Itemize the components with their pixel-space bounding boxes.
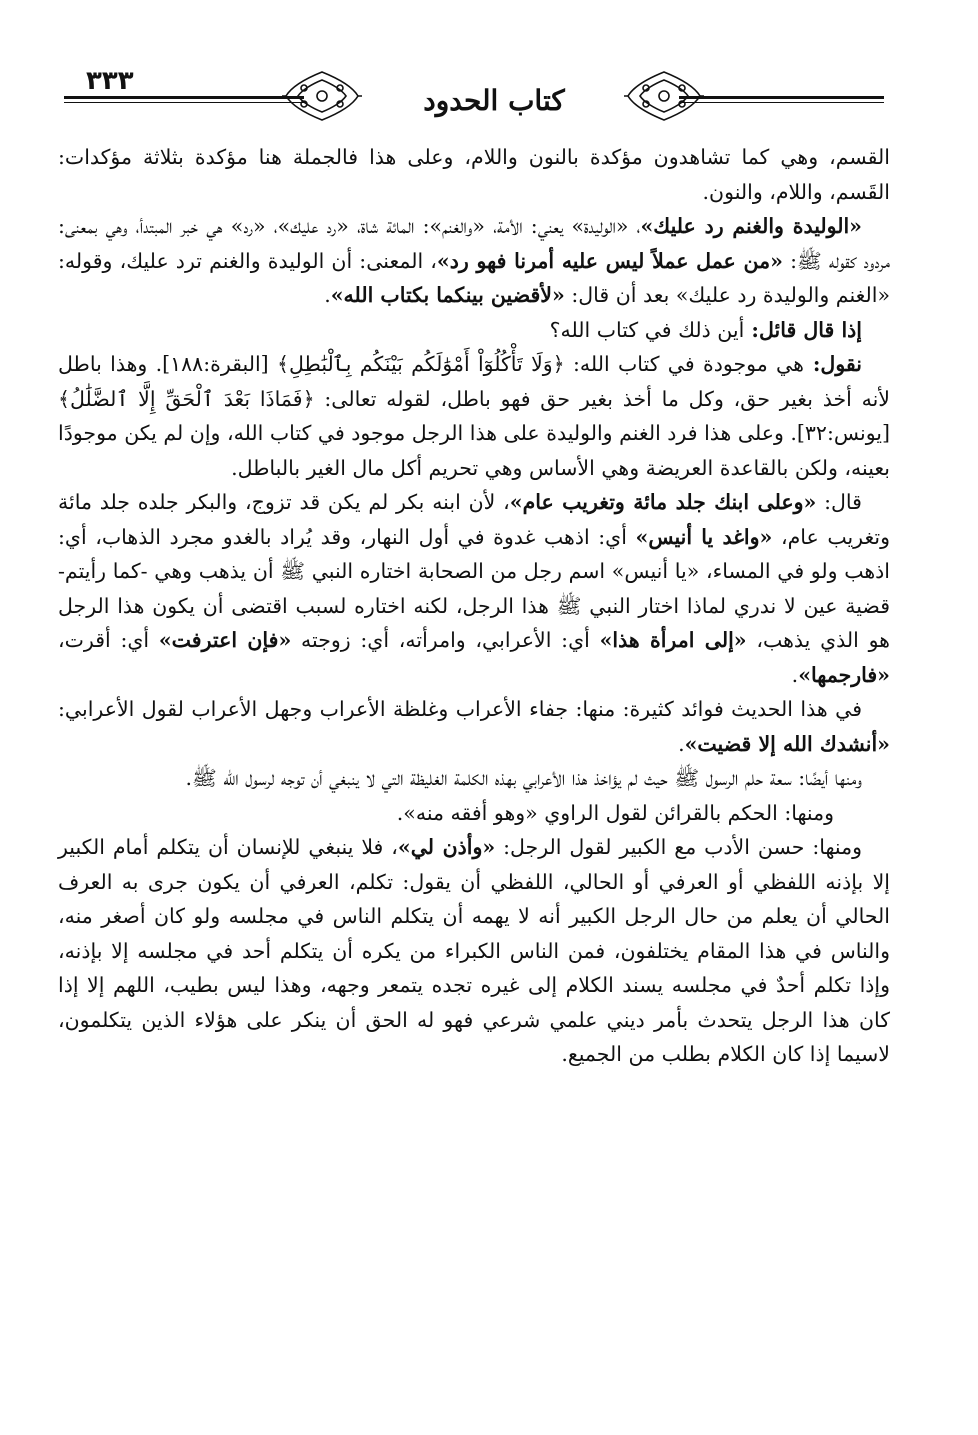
hadith-quote: «فإن اعترفت» bbox=[158, 628, 292, 652]
page-number: ٣٣٣ bbox=[86, 66, 134, 96]
paragraph-text: ومنها أيضًا: سعة حلم الرسول ﷺ حيث لم يؤاخذ هذا الأعرابي بهذه الكلمة الغليظة التي لا ينبغي أن توجه لرسول الله ﷺ. bbox=[185, 766, 862, 790]
paragraph bbox=[58, 830, 890, 1072]
hadith-quote: «واغد يا أنيس» bbox=[635, 524, 773, 549]
question-label: إذا قال قائل: bbox=[744, 317, 862, 342]
paragraph bbox=[58, 485, 890, 692]
paragraph-text: ومنها: الحكم بالقرائن لقول الراوي «وهو أفقه منه». bbox=[396, 800, 834, 825]
paragraph bbox=[58, 796, 890, 831]
hadith-quote: «من عمل عملاً ليس عليه أمرنا فهو رد» bbox=[436, 248, 783, 273]
paragraph-text: القسم، وهي كما تشاهدون مؤكدة بالنون واللام، وعلى هذا فالجملة هنا مؤكدة بثلاثة مؤكدات: القَسم، واللام، والنون. bbox=[58, 145, 890, 204]
paragraph bbox=[58, 313, 890, 348]
ornament-left-icon bbox=[282, 68, 362, 124]
hadith-quote: «فارجمها» bbox=[798, 662, 890, 687]
paragraph bbox=[58, 347, 890, 485]
answer-label: نقول: bbox=[803, 352, 862, 376]
paragraph-text: . bbox=[678, 731, 685, 756]
paragraph-text: ، فلا ينبغي للإنسان أن يتكلم أمام الكبير إلا بإذنه اللفظي أو العرفي أو الحالي، اللفظي أن يقول: تكلم، العرفي أن يكون جرى به العرف الحالي أن يعلم من حال الرجل الكبير أنه لا يهمه أن يتكلم الناس في مجلسه ولو كان أصغر منه، والناس في هذا المقام يختلفون، فمن الناس الكبراء من يكره أن يتكلم أحد في مجلسه إلا بإذنه، وإذا تكلم أحدٌ في مجلسه يسند الكلام إلى غيره تجده يتمعر وجهه، وهذا ليس بطيب، اللهم إلا إذا كان هذا الرجل يتحدث بأمر ديني علمي شرعي فهو له الحق أن ينكر على هؤلاء الذين يتكلمون، لاسيما إذا كان الكلام بطلب من الجميع. bbox=[58, 835, 890, 1066]
paragraph-text: أي: الأعرابي، وامرأته، أي: زوجته bbox=[291, 628, 600, 652]
paragraph-text: ومنها: حسن الأدب مع الكبير لقول الرجل: bbox=[495, 835, 862, 859]
page-header bbox=[64, 66, 884, 126]
paragraph bbox=[58, 209, 890, 313]
header-rule-left bbox=[64, 96, 304, 99]
paragraph bbox=[58, 140, 890, 209]
book-title: كتاب الحدود bbox=[423, 84, 565, 117]
paragraph-text: أين ذلك في كتاب الله؟ bbox=[549, 317, 745, 342]
header-rule-right-thin bbox=[679, 102, 884, 103]
paragraph-text: أي: اذهب غدوة في أول النهار، وقد يُراد بالغدو مجرد الذهاب، أي: اذهب ولو في المساء، «يا أنيس» اسم رجل من الصحابة اختاره النبي ﷺ أن يذهب وهي -كما رأيتم- قضية عين لا ندري لماذا اختار النبي ﷺ هذا الرجل، لكنه اختاره لسبب اقتضى أن يكون هذا الرجل هو الذي يذهب، bbox=[58, 524, 890, 652]
header-rule-right bbox=[679, 96, 884, 99]
paragraph-text: أي: أقرت، bbox=[58, 628, 159, 652]
paragraph-text: قال: bbox=[816, 490, 862, 514]
paragraph bbox=[58, 761, 890, 796]
paragraph bbox=[58, 692, 890, 761]
ornament-right-icon bbox=[624, 68, 704, 124]
paragraph-text: . bbox=[324, 283, 331, 307]
paragraph-text: ، المعنى: أن الوليدة والغنم ترد عليك، وقوله: «الغنم والوليدة رد عليك» بعد أن قال: bbox=[58, 248, 890, 307]
paragraph-text: هي موجودة في كتاب الله: ﴿وَلَا تَأْكُلُوٓاْ أَمْوَٰلَكُم بَيْنَكُم بِٱلْبَٰطِلِ﴾ [البقرة:١٨٨]. وهذا باطل لأنه أخذ بغير حق، وكل ما أخذ بغير حق فهو باطل، لقوله تعالى: ﴿فَمَاذَا بَعْدَ ٱلْحَقِّ إِلَّا ٱلضَّلَٰلُ﴾ [يونس:٣٢]. وعلى هذا فرد الغنم والوليدة على هذا الرجل موجود في كتاب الله، وإن لم يكن موجودًا بعينه، ولكن بالقاعدة العريضة وهي الأساس وهي تحريم أكل مال الغير بالباطل. bbox=[58, 352, 890, 480]
paragraph-text: ، لأن ابنه بكر لم يكن قد تزوج، والبكر جلده جلد مائة وتغريب عام، bbox=[58, 490, 890, 549]
page-body bbox=[58, 140, 890, 1400]
paragraph-text: في هذا الحديث فوائد كثيرة: منها: جفاء الأعراب وغلظة الأعراب وجهل الأعراب لقول الأعرابي: bbox=[58, 697, 862, 721]
hadith-quote: «الوليدة والغنم رد عليك» bbox=[640, 214, 862, 238]
hadith-quote: «لأقضين بينكما بكتاب الله» bbox=[330, 283, 565, 307]
paragraph-text: . bbox=[791, 662, 799, 687]
header-rule-left-thin bbox=[64, 102, 304, 103]
hadith-quote: «إلى امرأة هذا» bbox=[599, 628, 747, 652]
hadith-quote: «وأذن لي» bbox=[397, 835, 496, 859]
hadith-quote: «وعلى ابنك جلد مائة وتغريب عام» bbox=[509, 490, 817, 514]
paragraph-text: ، «الوليدة» يعني: الأمة، «والغنم»: المائة شاة، «رد عليك»، «رد» هي خبر المبتدأ، وهي بمعنى: مردود كقوله ﷺ: bbox=[58, 214, 891, 273]
hadith-quote: «أنشدك الله إلا قضيت» bbox=[684, 731, 890, 756]
